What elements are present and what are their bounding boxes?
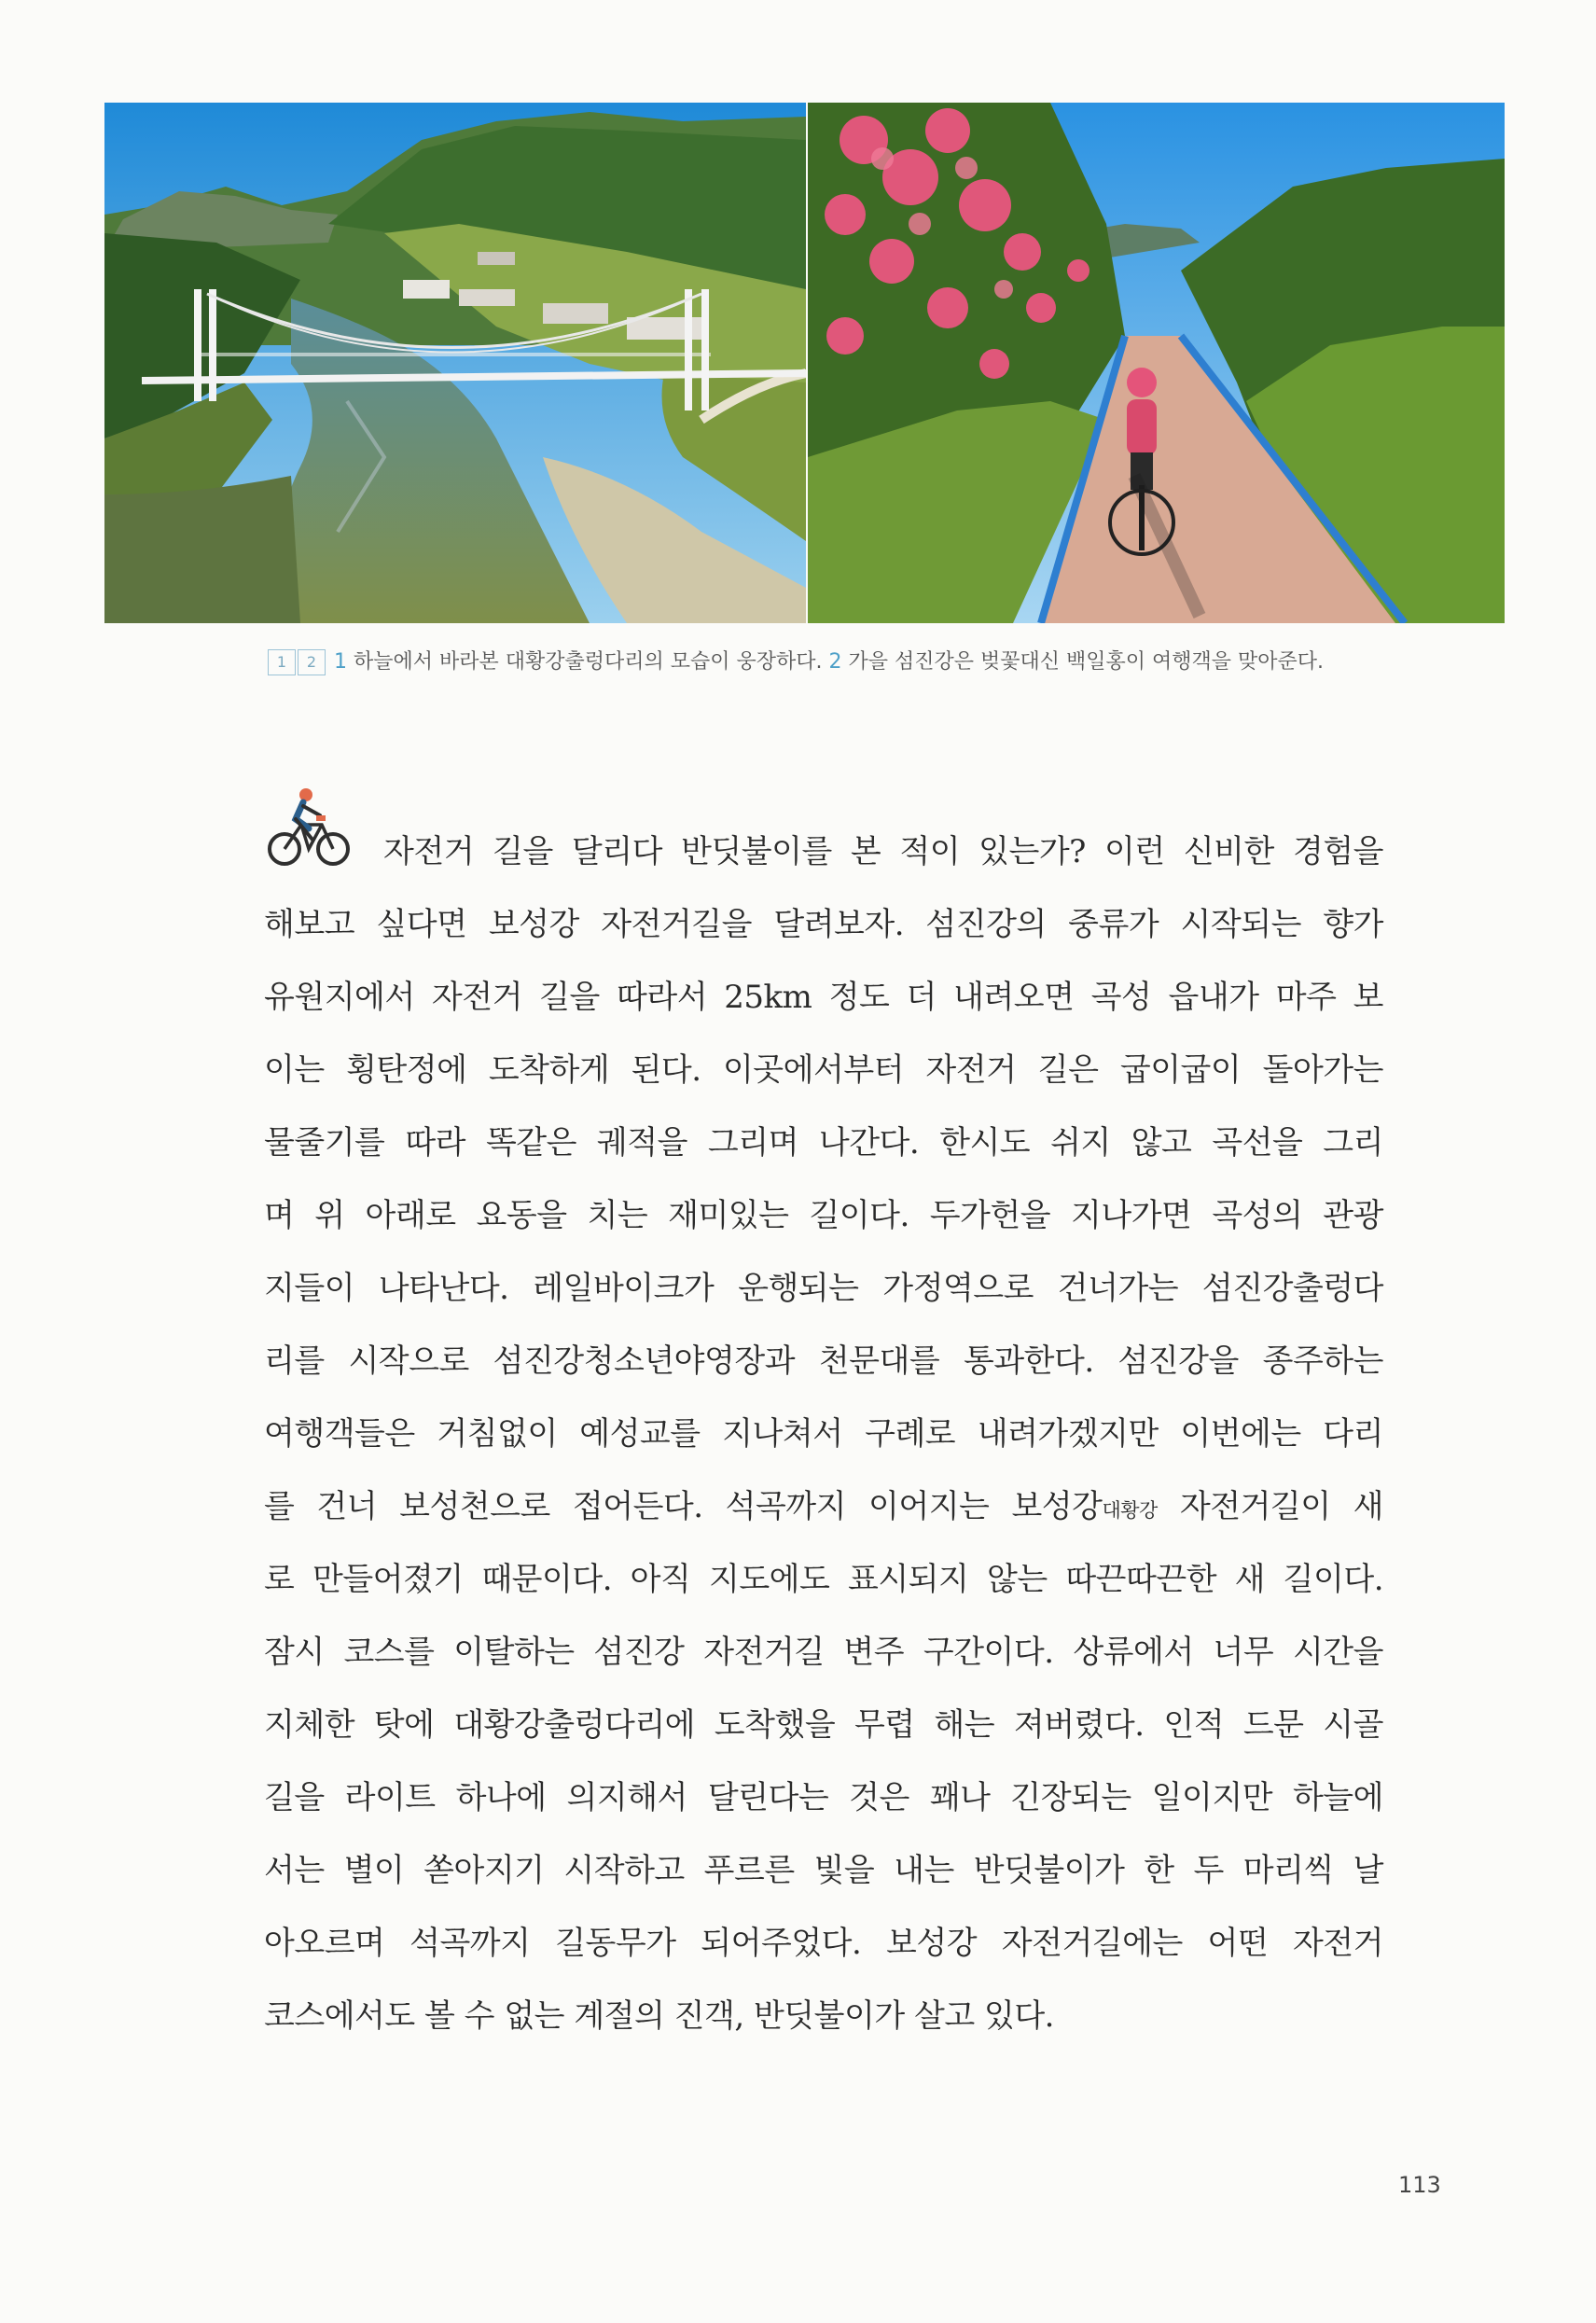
body-line-13: 지체한 탓에 대황강출렁다리에 도착했을 무렵 해는 져버렸다. 인적 드문 시골 — [264, 1706, 1383, 1744]
body-line-16: 아오르며 석곡까지 길동무가 되어주었다. 보성강 자전거길에는 어떤 자전거 — [264, 1925, 1383, 1962]
body-line-10 — [264, 1470, 1383, 1543]
body-line-2: 해보고 싶다면 보성강 자전거길을 달려보자. 섬진강의 중류가 시작되는 향가 — [264, 906, 1383, 943]
body-line-10-end: 자전거길이 새 — [1157, 1488, 1383, 1525]
caption-box-1: 1 — [268, 649, 296, 675]
photo-caption — [268, 644, 1378, 681]
cyclist-path-illustration — [808, 103, 1505, 623]
caption-num-1: 1 — [334, 650, 347, 674]
body-line-12: 잠시 코스를 이탈하는 섬진강 자전거길 변주 구간이다. 상류에서 너무 시간을 — [264, 1634, 1383, 1671]
caption-text-1: 하늘에서 바라본 대황강출렁다리의 모습이 웅장하다. — [354, 650, 823, 674]
body-line-1: 자전거 길을 달리다 반딧불이를 본 적이 있는가? 이런 신비한 경험을 — [383, 833, 1383, 870]
body-line-8: 리를 시작으로 섬진강청소년야영장과 천문대를 통과한다. 섬진강을 종주하는 — [264, 1342, 1383, 1380]
caption-text-2: 가을 섬진강은 벚꽃대신 백일홍이 여행객을 맞아준다. — [848, 650, 1325, 674]
body-line-15: 서는 별이 쏟아지기 시작하고 푸르른 빛을 내는 반딧불이가 한 두 마리씩 날 — [264, 1852, 1383, 1889]
cyclist-crape-myrtle-path-photo — [808, 103, 1505, 623]
body-line-10-start: 를 건너 보성천으로 접어든다. 석곡까지 이어지는 보성강 — [264, 1488, 1103, 1525]
body-line-11: 로 만들어졌기 때문이다. 아직 지도에도 표시되지 않는 따끈따끈한 새 길이다. — [264, 1561, 1383, 1598]
aerial-suspension-bridge-illustration — [104, 103, 806, 623]
body-line-9: 여행객들은 거침없이 예성교를 지나쳐서 구례로 내려가겠지만 이번에는 다리 — [264, 1415, 1383, 1453]
aerial-suspension-bridge-photo — [104, 103, 806, 623]
body-line-7: 지들이 나타난다. 레일바이크가 운행되는 가정역으로 건너가는 섬진강출렁다 — [264, 1270, 1383, 1307]
article-body — [264, 815, 1383, 2052]
page-number: 113 — [1398, 2172, 1441, 2198]
body-line-5: 물줄기를 따라 똑같은 궤적을 그리며 나간다. 한시도 쉬지 않고 곡선을 그리 — [264, 1124, 1383, 1162]
body-line-4: 이는 횡탄정에 도착하게 된다. 이곳에서부터 자전거 길은 굽이굽이 돌아가는 — [264, 1051, 1383, 1089]
body-line-17: 코스에서도 볼 수 없는 계절의 진객, 반딧불이가 살고 있다. — [264, 1997, 1054, 2035]
caption-box-2: 2 — [298, 649, 326, 675]
body-line-3: 유원지에서 자전거 길을 따라서 25km 정도 더 내려오면 곡성 읍내가 마주 보 — [264, 979, 1383, 1016]
body-line-14: 길을 라이트 하나에 의지해서 달린다는 것은 꽤나 긴장되는 일이지만 하늘에 — [264, 1779, 1383, 1816]
caption-num-2: 2 — [828, 650, 842, 674]
inline-small-note: 대황강 — [1102, 1499, 1158, 1522]
body-line-6: 며 위 아래로 요동을 치는 재미있는 길이다. 두가헌을 지나가면 곡성의 관광 — [264, 1197, 1383, 1234]
caption-text — [334, 650, 1324, 674]
